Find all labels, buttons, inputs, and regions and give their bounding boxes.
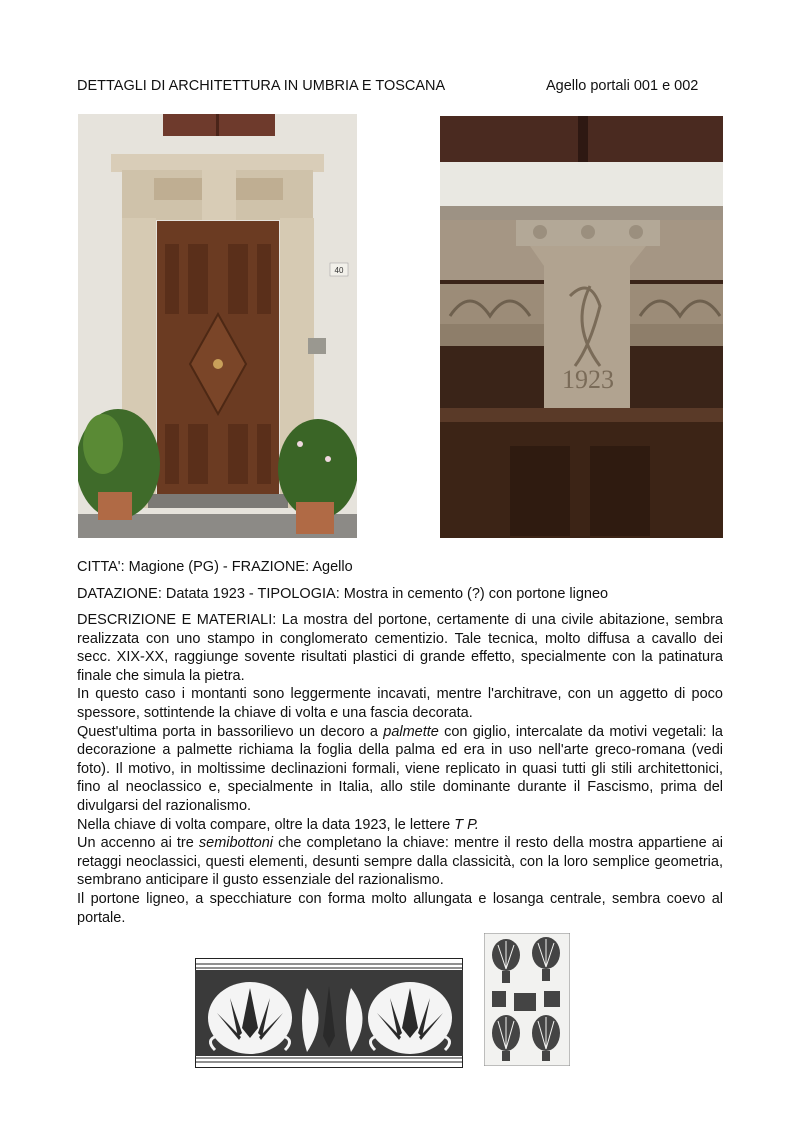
location-line <box>77 559 353 575</box>
document-reference: Agello portali 001 e 002 <box>546 78 699 94</box>
city-label: CITTA' <box>77 559 121 575</box>
description-paragraph: Il portone ligneo, a specchiature con forma molto allungata e losanga centrale, sembra coevo al portale. <box>77 890 723 926</box>
keystone-detail-photo <box>440 116 723 538</box>
frazione-value: : Agello <box>305 559 353 575</box>
description-paragraph: Nella chiave di volta compare, oltre la data 1923, le lettere T P. <box>77 816 479 833</box>
description-text <box>77 611 723 927</box>
description-paragraph: Un accenno ai tre semibottoni che completano la chiave: mentre il resto della mostra appartiene ai retaggi neoclassici, questi elementi, desunti sempre dalla classicità, con la loro semplice geometria, sembrano anticipare il gusto essenziale del razionalismo. <box>77 835 723 889</box>
dating-value: : Datata 1923 - <box>157 586 258 602</box>
palmette-frieze-illustration <box>195 958 463 1068</box>
dating-line <box>77 586 608 602</box>
frazione-label: FRAZIONE <box>231 559 306 575</box>
city-value: : Magione (PG) - <box>120 559 232 575</box>
dating-label: DATAZIONE <box>77 586 158 602</box>
keystone-date: 1923 <box>562 365 614 394</box>
typology-label: TIPOLOGIA <box>257 586 336 602</box>
description-paragraph: Quest'ultima porta in bassorilievo un decoro a palmette con giglio, intercalate da motivi vegetali: la decorazione a palmette richiama la foglia della palma ed era in uso nell'arte greco-romana (vedi foto). Il motivo, in moltissime declinazioni formali, viene replicato in quasi tutti gli stili architettonici, fino al neoclassico e, specialmente in Italia, allo stile dominante durante il Fascismo, prima del divulgarsi del razionalismo. <box>77 723 724 814</box>
palmette-plates-illustration <box>484 933 570 1066</box>
page-title: DETTAGLI DI ARCHITETTURA IN UMBRIA E TOSCANA <box>77 78 446 94</box>
description-label: DESCRIZIONE E MATERIALI <box>77 612 273 628</box>
description-paragraph: In questo caso i montanti sono leggermente incavati, mentre l'architrave, con un aggetto di poco spessore, sottintende la chiave di volta e una fascia decorata. <box>77 686 723 721</box>
house-number: 40 <box>334 266 344 275</box>
typology-value: : Mostra in cemento (?) con portone ligneo <box>335 586 609 602</box>
doorway-photo <box>78 114 357 538</box>
description-paragraph: DESCRIZIONE E MATERIALI: La mostra del portone, certamente di una civile abitazione, sembra realizzata con uno stampo in conglomerato cementizio. Tale tecnica, molto diffusa a cavallo dei secc. XIX-XX, raggiunge sovente risultati plastici di grande effetto, specialmente con la patinatura finale che simula la pietra. <box>77 612 723 684</box>
